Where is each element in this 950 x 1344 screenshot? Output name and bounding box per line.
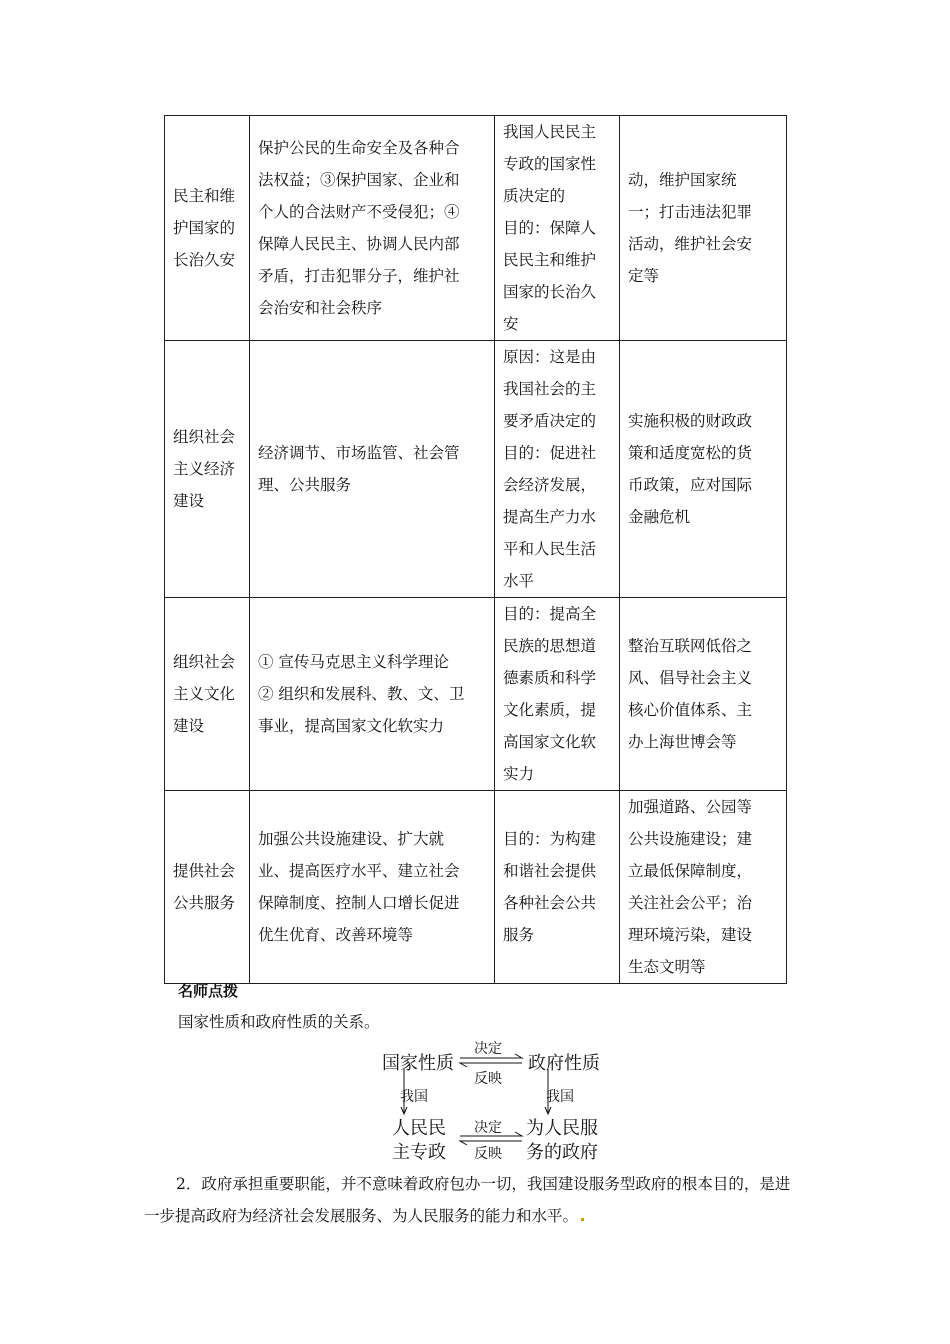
right-label: 我国	[546, 1089, 574, 1105]
arrow-down-right-icon	[545, 1069, 551, 1114]
function-example-cell: 加强道路、公园等 公共设施建设；建 立最低保障制度， 关注社会公平；治 理环境污染，建设 生态文明等	[620, 791, 787, 984]
function-content-cell: 加强公共设施建设、扩大就 业、提高医疗水平、建立社会 保障制度、控制人口增长促进 优生优育、改善环境等	[250, 791, 495, 984]
function-name-cell: 民主和维 护国家的 长治久安	[165, 116, 250, 341]
arrow-left-top-icon	[460, 1063, 522, 1067]
arrow-down-left-icon	[401, 1069, 407, 1114]
function-name-cell: 组织社会 主义经济 建设	[165, 341, 250, 598]
state-nature-node: 国家性质	[382, 1053, 454, 1074]
arrow-left-bottom-icon	[460, 1141, 522, 1145]
arrow-right-top-icon	[460, 1054, 522, 1058]
dictatorship-node-line1: 人民民	[392, 1118, 446, 1139]
reflect-label-top: 反映	[474, 1071, 502, 1087]
relationship-diagram	[370, 1038, 620, 1163]
tip-heading: 名师点拨	[178, 982, 239, 1000]
table-row	[165, 341, 787, 598]
decide-label-top: 决定	[474, 1041, 502, 1057]
table-row	[165, 116, 787, 341]
function-content-cell: ① 宣传马克思主义科学理论 ② 组织和发展科、教、文、卫 事业，提高国家文化软实力	[250, 598, 495, 791]
function-content-cell: 经济调节、市场监管、社会管 理、公共服务	[250, 341, 495, 598]
function-reason-cell: 原因：这是由 我国社会的主 要矛盾决定的 目的：促进社 会经济发展， 提高生产力水 平和人民生活 水平	[495, 341, 620, 598]
service-gov-node-line2: 务的政府	[526, 1142, 598, 1163]
function-name-cell: 提供社会 公共服务	[165, 791, 250, 984]
table-row	[165, 791, 787, 984]
body-paragraph: 2．政府承担重要职能，并不意味着政府包办一切，我国建设服务型政府的根本目的，是进一步提高政府为经济社会发展服务、为人民服务的能力和水平。	[144, 1175, 791, 1225]
left-label: 我国	[400, 1089, 428, 1105]
table-row	[165, 598, 787, 791]
service-gov-node-line1: 为人民服	[526, 1118, 598, 1139]
function-reason-cell: 目的：提高全 民族的思想道 德素质和科学 文化素质，提 高国家文化软 实力	[495, 598, 620, 791]
function-reason-cell: 我国人民民主 专政的国家性 质决定的 目的：保障人 民民主和维护 国家的长治久 安	[495, 116, 620, 341]
diagram-arrows	[370, 1038, 620, 1163]
function-content-cell: 保护公民的生命安全及各种合 法权益；③保护国家、企业和 个人的合法财产不受侵犯；④ 保障人民民主、协调人民内部 矛盾，打击犯罪分子，维护社 会治安和社会秩序	[250, 116, 495, 341]
marker-dot	[581, 1218, 584, 1221]
function-name-cell: 组织社会 主义文化 建设	[165, 598, 250, 791]
tip-intro: 国家性质和政府性质的关系。	[178, 1013, 380, 1031]
dictatorship-node-line2: 主专政	[392, 1142, 446, 1163]
function-example-cell: 实施积极的财政政 策和适度宽松的货 币政策，应对国际 金融危机	[620, 341, 787, 598]
arrow-right-bottom-icon	[460, 1132, 522, 1136]
decide-label-bottom: 决定	[474, 1120, 502, 1136]
government-functions-table	[164, 115, 787, 984]
gov-nature-node: 政府性质	[528, 1053, 600, 1074]
reflect-label-bottom: 反映	[474, 1146, 502, 1162]
function-example-cell: 整治互联网低俗之 风、倡导社会主义 核心价值体系、主 办上海世博会等	[620, 598, 787, 791]
function-example-cell: 动，维护国家统 一；打击违法犯罪 活动，维护社会安 定等	[620, 116, 787, 341]
function-reason-cell: 目的：为构建 和谐社会提供 各种社会公共 服务	[495, 791, 620, 984]
